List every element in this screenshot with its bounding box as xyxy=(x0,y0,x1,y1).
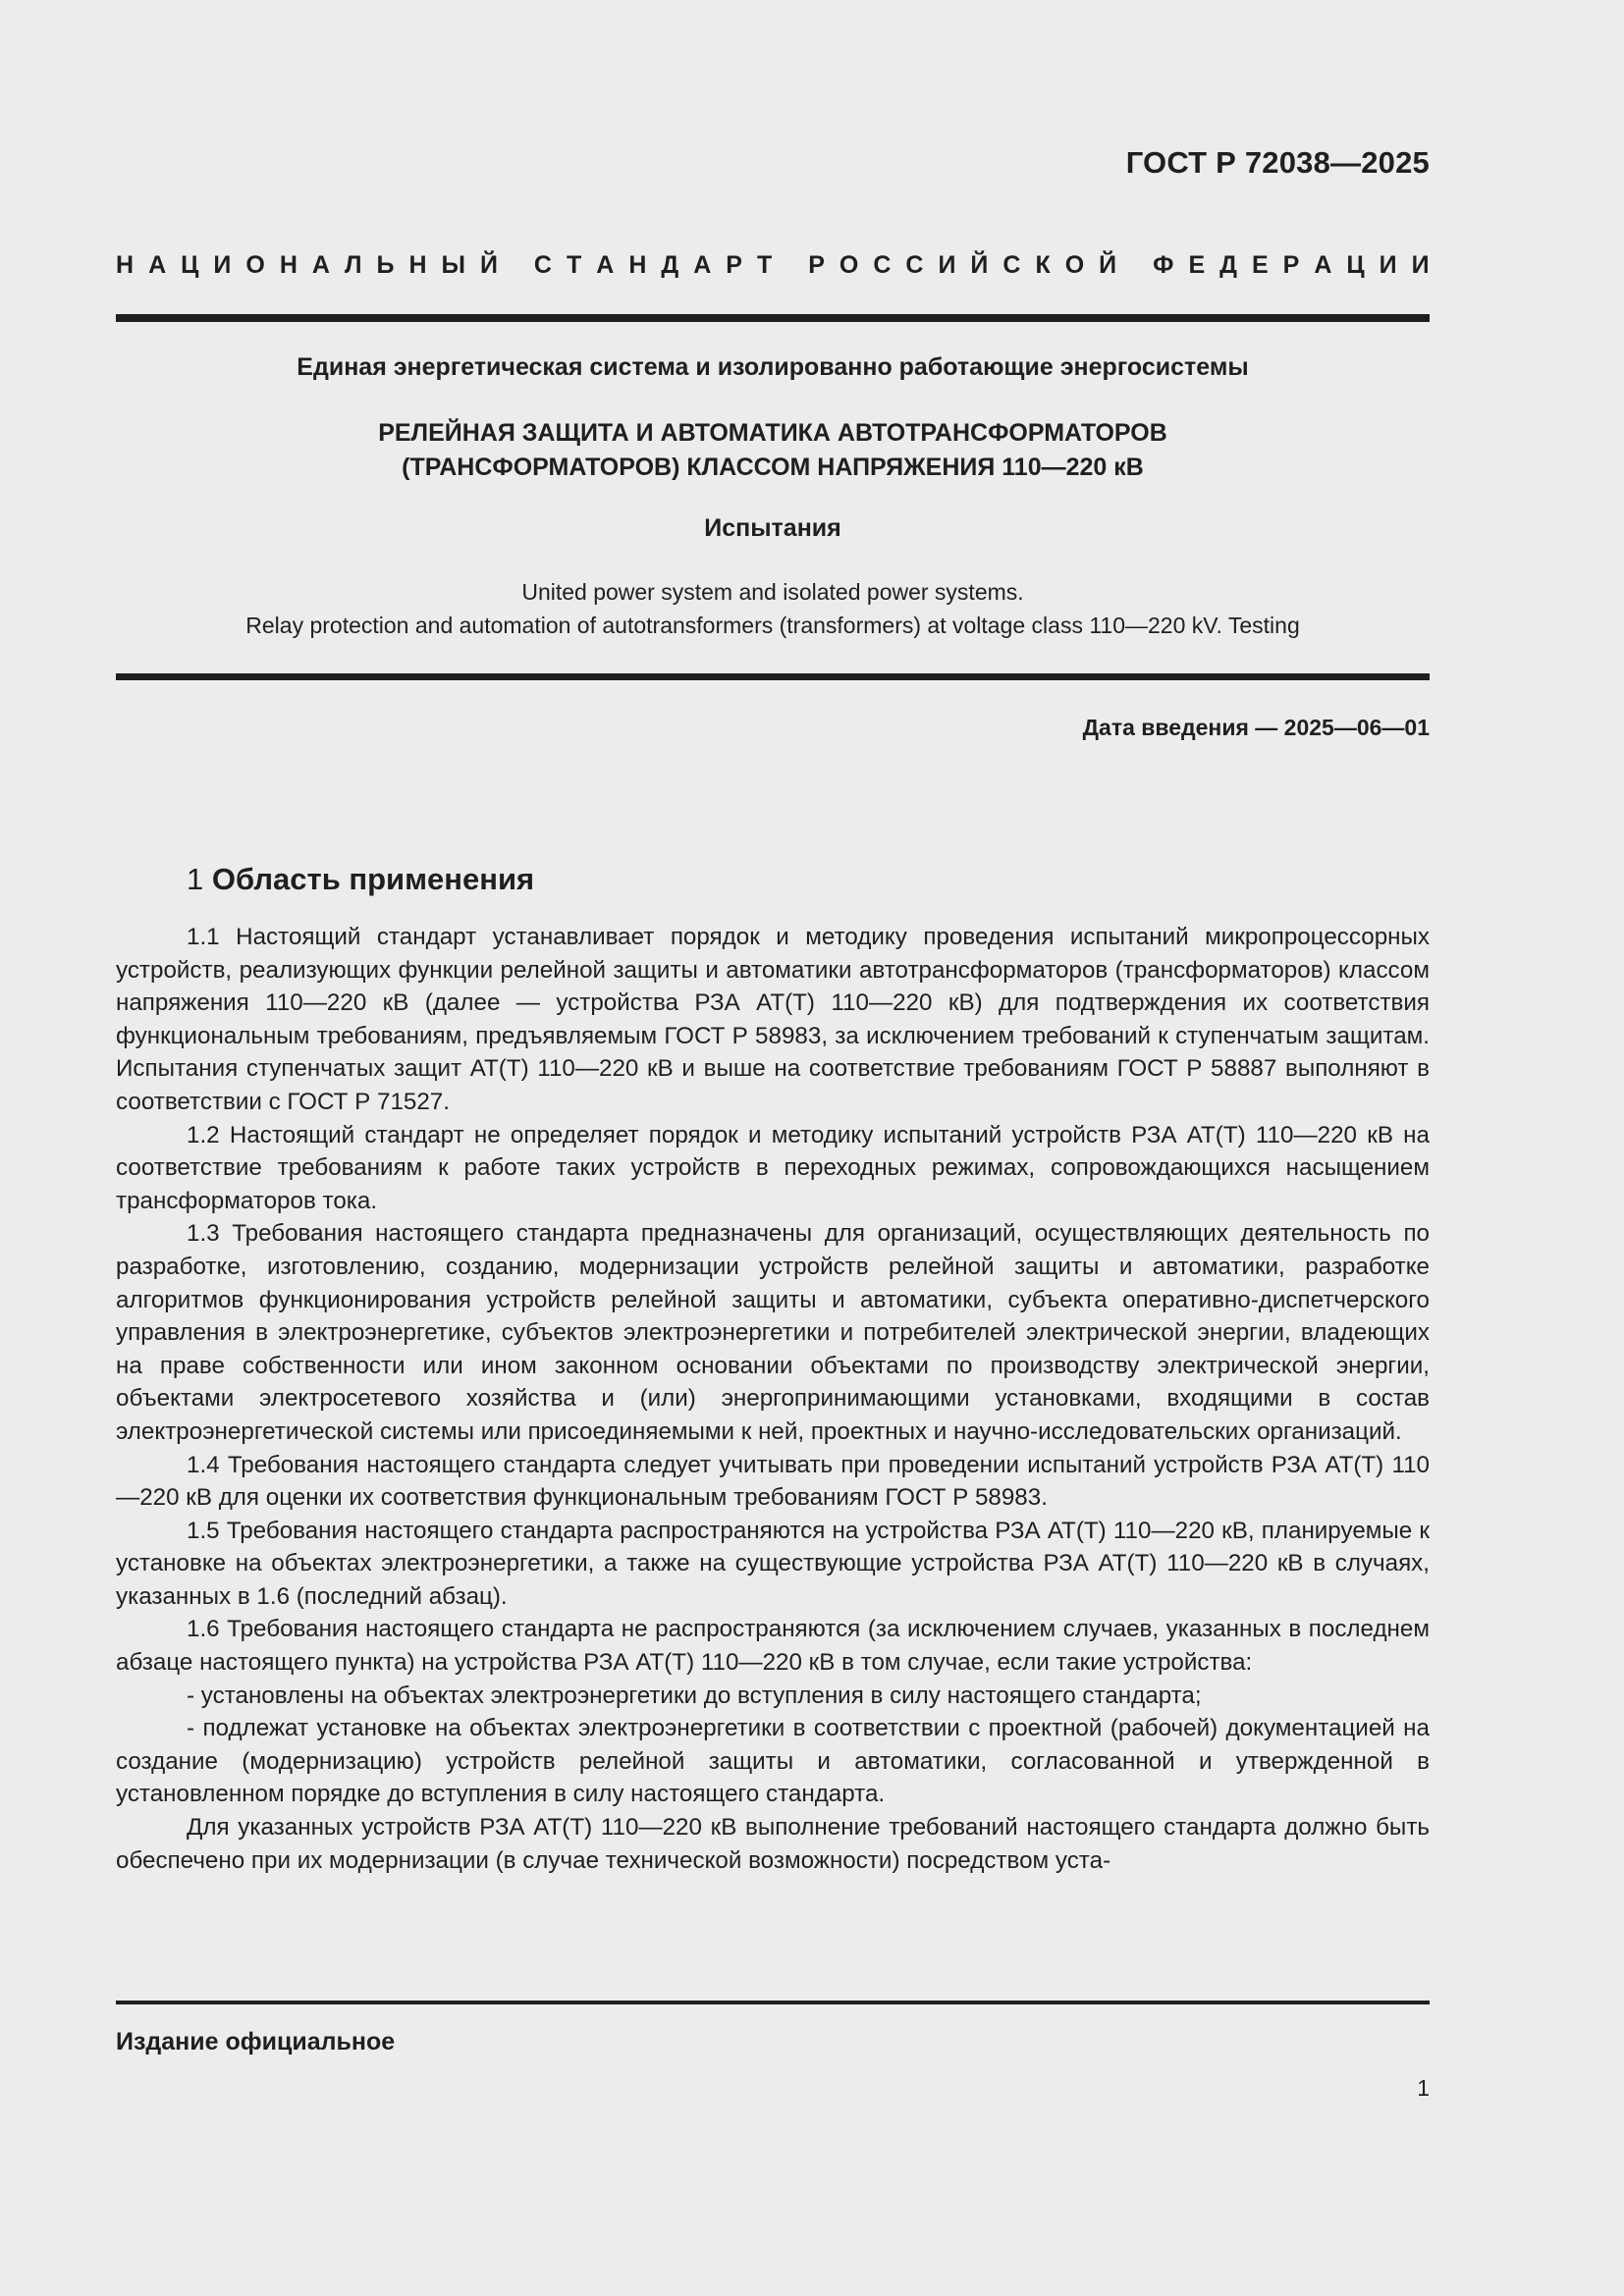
national-heading-letter: А xyxy=(1314,251,1332,279)
national-heading-letter: И xyxy=(1379,251,1397,279)
national-heading-letter: Ь xyxy=(376,251,395,279)
national-heading-letter: Й xyxy=(1099,251,1117,279)
paragraph-final: Для указанных устройств РЗА АТ(Т) 110—220 кВ выполнение требований настоящего стандарта должно быть обеспечено при их модернизации (в случае технической возможности) посредством уста- xyxy=(116,1814,1430,1874)
national-heading-letter: Н xyxy=(628,251,647,279)
national-heading-letter: Т xyxy=(756,251,773,279)
national-heading-letter: Д xyxy=(1219,251,1237,279)
national-heading-letter: Д xyxy=(661,251,679,279)
national-heading-letter: С xyxy=(905,251,924,279)
national-heading-letter: Н xyxy=(116,251,135,279)
english-title-line-2: Relay protection and automation of autotransformers (transformers) at voltage class 110—220 kV. Testing xyxy=(245,613,1300,638)
top-divider xyxy=(116,314,1430,322)
national-standard-heading xyxy=(116,251,1430,280)
gost-number: ГОСТ Р 72038—2025 xyxy=(1125,145,1430,180)
paragraph-1-4: 1.4 Требования настоящего стандарта следует учитывать при проведении испытаний устройств РЗА АТ(Т) 110—220 кВ для оценки их соответствия функциональным требованиям ГОСТ Р 58983. xyxy=(116,1451,1430,1512)
section-number: 1 xyxy=(187,862,204,896)
list-item-1: - установлены на объектах электроэнергетики до вступления в силу настоящего стандарта; xyxy=(187,1682,1202,1709)
paragraph-1-3: 1.3 Требования настоящего стандарта предназначены для организаций, осуществляющих деятельность по разработке, изготовлению, созданию, модернизации устройств релейной защиты и автоматики, разработке алгоритмов функционирования устройств релейной защиты и автоматики, субъекта оперативно-диспетчерского управления в электроэнергетике, субъектов электроэнергетики и потребителей электрической энергии, владеющих на праве собственности или ином законном основании объектами по производству электрической энергии, объектами электросетевого хозяйства и (или) энергопринимающими установками, входящими в состав электроэнергетической системы или присоединяемыми к ней, проектных и научно-исследовательских организаций. xyxy=(116,1220,1430,1445)
section-title: Область применения xyxy=(211,862,535,896)
national-heading-letter: Ц xyxy=(181,251,199,279)
national-heading-letter xyxy=(1131,251,1138,280)
document-page xyxy=(116,0,1430,2296)
paragraph-1-1: 1.1 Настоящий стандарт устанавливает порядок и методику проведения испытаний микропроцессорных устройств, реализующих функции релейной защиты и автоматики автотрансформаторов (трансформаторов) классом напряжения 110—220 кВ (далее — устройства РЗА АТ(Т) 110—220 кВ) для подтверждения их соответствия функциональным требованиям, предъявляемым ГОСТ Р 58983, за исключением требований к ступенчатым защитам. Испытания ступенчатых защит АТ(Т) 110—220 кВ и выше на соответствие требованиям ГОСТ Р 58887 выполняют в соответствии с ГОСТ Р 71527. xyxy=(116,924,1430,1115)
page-number: 1 xyxy=(1417,2075,1430,2101)
body-text xyxy=(116,921,1430,1877)
subtitle: Испытания xyxy=(704,514,841,542)
national-heading-letter: Е xyxy=(1188,251,1206,279)
national-heading-letter: Ф xyxy=(1153,251,1174,279)
paragraph-1-5: 1.5 Требования настоящего стандарта распространяются на устройства РЗА АТ(Т) 110—220 кВ, планируемые к установке на объектах электроэнергетики, а также на существующие устройства РЗА АТ(Т) 110—220 кВ в случаях, указанных в 1.6 (последний абзац). xyxy=(116,1517,1430,1610)
introduction-date: Дата введения — 2025—06—01 xyxy=(1082,715,1430,740)
national-heading-letter: А xyxy=(311,251,330,279)
national-heading-letter: Й xyxy=(970,251,989,279)
national-heading-letter: С xyxy=(873,251,892,279)
national-heading-letter: Т xyxy=(566,251,582,279)
national-heading-letter: И xyxy=(213,251,232,279)
national-heading-letter: Р xyxy=(726,251,742,279)
national-heading-letter: О xyxy=(245,251,265,279)
national-heading-letter: Ц xyxy=(1346,251,1365,279)
paragraph-1-6: 1.6 Требования настоящего стандарта не распространяются (за исключением случаев, указанных в последнем абзаце настоящего пункта) на устройства РЗА АТ(Т) 110—220 кВ в том случае, если такие устройства: xyxy=(116,1616,1430,1677)
main-title xyxy=(116,416,1430,485)
main-title-line-2: (ТРАНСФОРМАТОРОВ) КЛАССОМ НАПРЯЖЕНИЯ 110—220 кВ xyxy=(402,454,1144,481)
english-title-line-1: United power system and isolated power systems. xyxy=(521,579,1024,605)
list-item-2: - подлежат установке на объектах электроэнергетики в соответствии с проектной (рабочей) документацией на создание (модернизацию) устройств релейной защиты и автоматики, согласованной и утвержденной в установленном порядке до вступления в силу настоящего стандарта. xyxy=(116,1715,1430,1808)
national-heading-letter xyxy=(513,251,519,280)
national-heading-letter: А xyxy=(148,251,167,279)
national-heading-letter: Р xyxy=(808,251,825,279)
national-heading-letter: Л xyxy=(344,251,362,279)
section-heading xyxy=(187,862,534,897)
national-heading-letter xyxy=(786,251,793,280)
national-heading-letter: О xyxy=(1064,251,1085,279)
national-heading-letter: Н xyxy=(408,251,427,279)
national-heading-letter: А xyxy=(693,251,712,279)
main-title-line-1: РЕЛЕЙНАЯ ЗАЩИТА И АВТОМАТИКА АВТОТРАНСФОРМАТОРОВ xyxy=(378,419,1167,447)
national-heading-letter: К xyxy=(1035,251,1051,279)
english-title xyxy=(116,575,1430,642)
national-heading-letter: И xyxy=(938,251,956,279)
paragraph-1-2: 1.2 Настоящий стандарт не определяет порядок и методику испытаний устройств РЗА АТ(Т) 110—220 кВ на соответствие требованиям к работе таких устройств в переходных режимах, сопровождающихся насыщением трансформаторов тока. xyxy=(116,1121,1430,1214)
national-heading-letter: Е xyxy=(1251,251,1269,279)
system-title: Единая энергетическая система и изолированно работающие энергосистемы xyxy=(297,353,1249,381)
national-heading-letter: И xyxy=(1411,251,1430,279)
national-heading-letter: О xyxy=(839,251,859,279)
edition-label: Издание официальное xyxy=(116,2028,396,2056)
middle-divider xyxy=(116,673,1430,680)
national-heading-letter: Р xyxy=(1282,251,1300,279)
national-heading-letter: Н xyxy=(279,251,298,279)
national-heading-letter: С xyxy=(1002,251,1021,279)
national-heading-letter: С xyxy=(533,251,552,279)
national-heading-letter: Й xyxy=(480,251,498,279)
national-heading-letter: Ы xyxy=(441,251,465,279)
bottom-divider xyxy=(116,2001,1430,2004)
national-heading-letter: А xyxy=(596,251,615,279)
